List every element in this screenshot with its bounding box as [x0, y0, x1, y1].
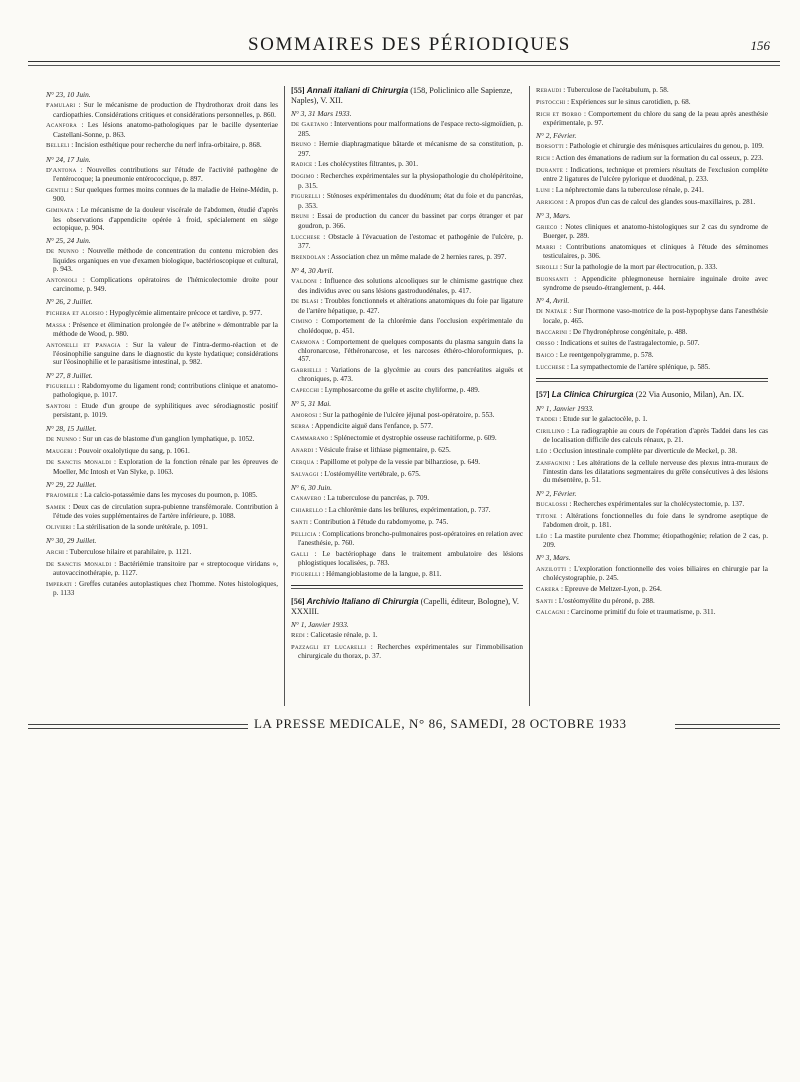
text-columns [46, 86, 768, 712]
article-entry [46, 247, 278, 273]
article-title: : Expériences sur le sinus carotidien, p. 68. [565, 97, 691, 106]
article-author: Bruno [291, 141, 312, 149]
footer-rule-right [675, 724, 780, 729]
article-author: Fichera et Aloisio [46, 309, 104, 317]
article-entry [536, 263, 768, 272]
column-divider [529, 86, 530, 706]
issue-heading: N° 28, 15 Juillet. [46, 423, 97, 433]
article-title: : Essai de production du cancer du bassinet par corps étranger et par goudron, p. 366. [298, 212, 523, 230]
article-author: Titone [536, 512, 557, 520]
article-author: D'Antona [46, 167, 77, 175]
article-title: : L'ostéomyélite du péroné, p. 288. [553, 596, 655, 605]
article-entry [291, 212, 523, 230]
article-title: : Notes cliniques et anatomo-histologiques sur 2 cas du syndrome de Buerger, p. 289. [543, 222, 768, 240]
article-author: Dogimo [291, 173, 315, 181]
article-entry [291, 631, 523, 640]
article-author: Baico [536, 352, 555, 360]
article-author: Cirillino [536, 427, 565, 435]
article-title: : Présence et élimination prolongée de l'« atébrine » démontrable par la méthode de Wood, p. 980. [53, 320, 278, 338]
article-title: : Etude sur le galactocèle, p. 1. [557, 415, 648, 424]
issue-heading: N° 3, Mars. [536, 211, 571, 221]
article-title: : Lymphosarcome du grêle et ascite chyliforme, p. 489. [319, 386, 480, 395]
article-title: : Sur la valeur de l'intra-dermo-réaction et de l'éosinophilie sanguine dans le diagnostic du kyste hydatique; considérations sur l'éosinophilie et le parasitisme intestinal, p. 982. [53, 340, 279, 367]
article-author: Figurelli [46, 382, 76, 390]
issue-heading: N° 27, 8 Juillet. [46, 370, 93, 380]
journal-name: La Clinica Chirurgica [551, 390, 634, 400]
article-author: Santori [46, 402, 71, 410]
article-entry [536, 339, 768, 348]
article-author: Léo [536, 447, 548, 455]
article-author: Frajomele [46, 492, 79, 500]
article-author: Massa [46, 321, 67, 329]
article-entry [291, 518, 523, 527]
article-author: Olivieri [46, 524, 72, 532]
article-entry [536, 243, 768, 261]
article-title: : Nouvelles contributions sur l'étude de l'activité pathogène de l'entérocoque; la pneumonie entérococcique, p. 897. [53, 166, 278, 184]
article-entry [46, 435, 278, 444]
article-entry [291, 506, 523, 515]
article-author: Chiarello [291, 506, 324, 514]
column-2 [291, 86, 523, 663]
article-title: : Indications, technique et premiers résultats de l'exclusion complète entre 2 ligatures de l'ulcère pylorique et duodénal, p. 233. [543, 166, 768, 184]
article-author: Rich et Borbo [536, 110, 582, 118]
article-author: De Gaetano [291, 121, 329, 129]
article-entry [291, 470, 523, 479]
article-title: : Deux cas de circulation supra-pubienne transfémorale. Contribution à l'étude des voies supplémentaires de l'artère inférieure, p. 1088. [53, 503, 278, 521]
article-entry [536, 198, 768, 207]
issue-heading: N° 3, Mars. [536, 553, 571, 563]
article-author: Giminata [46, 207, 74, 215]
article-author: Pazzagli et Lucarelli [291, 644, 367, 652]
article-author: Archi [46, 548, 65, 556]
issue-heading: N° 30, 29 Juillet. [46, 536, 97, 546]
article-title: : Rabdomyome du ligament rond; contributions clinique et anatomo-pathologique, p. 1017. [53, 381, 278, 400]
article-title: : Calicetasie rénale, p. 1. [304, 631, 378, 640]
article-entry [46, 458, 278, 476]
article-title: : Appendicite aiguë dans l'enfance, p. 577. [309, 422, 433, 431]
article-title: : Exploration de la fonction rénale par les épreuves de Moeller, Mc Intosh et Van Slyke, p. 1063. [53, 458, 278, 476]
issue-heading: N° 24, 17 Juin. [46, 154, 91, 164]
article-title: : Sur le mécanisme de production de l'hydrothorax droit dans les cardiopathies. Considérations critiques et considérations personnelles, p. 860. [53, 101, 278, 119]
article-title: : Le mécanisme de la douleur viscérale de l'abdomen, étudié d'après les observations d'appendicite opérée à froid, spécialement en siège ectopique, p. 904. [53, 206, 278, 232]
journal-heading [291, 86, 523, 105]
article-title: : La néphrectomie dans la tuberculose rénale, p. 241. [550, 186, 704, 195]
article-title: : Etude d'un groupe de syphilitiques avec sérodiagnostic positif persistant, p. 1019. [53, 401, 278, 420]
article-entry [46, 402, 278, 420]
article-author: Calcagni [536, 609, 566, 617]
article-entry [291, 253, 523, 262]
article-author: De Nunno [46, 248, 79, 256]
article-title: : Sur l'hormone vaso-motrice de la post-hypophyse dans l'anesthésie locale, p. 465. [543, 307, 769, 325]
article-entry [46, 523, 278, 532]
article-title: : Interventions pour malformations de l'espace recto-sigmoïdien, p. 285. [298, 120, 523, 138]
article-title: : Contribution à l'étude du rabdomyome, p. 745. [308, 517, 449, 526]
article-entry [46, 121, 278, 139]
article-entry [536, 110, 768, 128]
article-author: Buonsanti [536, 275, 569, 283]
article-author: De Sanctis Monaldi [46, 459, 112, 467]
article-title: : Influence des solutions alcooliques sur le chimisme gastrique chez des individus avec ou sans lésions gastroduodénales, p. 417. [298, 277, 523, 295]
article-title: : Tuberculose de l'acétabulum, p. 58. [561, 86, 669, 94]
article-entry [291, 446, 523, 455]
issue-heading: N° 3, 31 Mars 1933. [291, 109, 352, 118]
article-author: Imperati [46, 580, 72, 588]
article-entry [536, 415, 768, 424]
issue-heading: N° 4, 30 Avril. [291, 265, 334, 275]
article-author: Brendolan [291, 253, 326, 261]
article-author: Zanfagnini [536, 459, 571, 467]
article-title: : La sympathectomie de l'artère splénique, p. 585. [565, 362, 711, 371]
article-author: Valdoni [291, 278, 318, 286]
article-title: : Complications broncho-pulmonaires post-opératoires en relation avec l'anesthésie, p. 760. [298, 529, 523, 547]
article-title: : Obstacle à l'évacuation de l'estomac et pathogénie de l'ulcère, p. 377. [298, 232, 523, 250]
article-title: : Comportement du chlore du sang de la peau après anesthésie expérimentale, p. 97. [543, 109, 768, 127]
article-author: De Nunno [46, 435, 78, 443]
issue-heading: N° 4, Avril. [536, 296, 570, 306]
article-entry [291, 494, 523, 503]
article-title: : Recherches expérimentales sur la physiopathologie du cholépéritoine, p. 315. [298, 172, 523, 190]
article-author: Marri [536, 243, 556, 251]
article-entry [291, 434, 523, 443]
article-entry [291, 233, 523, 251]
article-entry [536, 351, 768, 360]
column-divider [284, 86, 285, 706]
article-author: Canavero [291, 495, 322, 503]
article-author: Santi [536, 597, 554, 605]
article-author: Antonioli [46, 276, 78, 284]
article-author: Cimino [291, 318, 313, 326]
issue-heading: N° 1, Janvier 1933. [536, 403, 594, 413]
article-title: : Hernie diaphragmatique bâtarde et mécanisme de sa constitution, p. 297. [298, 140, 523, 158]
article-author: Durante [536, 167, 564, 175]
article-entry [46, 503, 278, 521]
article-entry [46, 309, 278, 318]
article-author: Capecchi [291, 387, 320, 395]
article-author: Luni [536, 187, 551, 195]
article-entry [536, 447, 768, 456]
article-title: : De l'hydronéphrose congénitale, p. 488. [567, 327, 688, 336]
article-entry [536, 328, 768, 337]
article-entry [291, 366, 523, 384]
article-title: : Le bactériophage dans le traitement ambulatoire des lésions phlogistiques localisées, p. 783. [298, 549, 523, 567]
article-author: Lucchese [536, 363, 566, 371]
article-author: Bucalossi [536, 500, 568, 508]
article-entry [46, 186, 278, 204]
article-author: Redi [291, 632, 305, 640]
article-author: Bruni [291, 213, 310, 221]
article-title: : L'exploration fonctionnelle des voies biliaires en chirurgie par la cholécystographie, p. 245. [543, 564, 768, 582]
journal-details: (158, Policlinico alle Sapienze, Naples), V. XII. [291, 86, 513, 105]
article-author: De Sanctis Monaldi [46, 560, 112, 568]
article-entry [291, 160, 523, 169]
article-author: Samek [46, 504, 66, 512]
journal-heading [291, 597, 523, 616]
article-entry [291, 386, 523, 395]
article-entry [536, 86, 768, 95]
journal-details: (Capelli, éditeur, Bologne), V. XXXIII. [291, 597, 519, 616]
article-author: Antonelli et Panagia [46, 341, 121, 349]
article-entry [46, 206, 278, 232]
article-title: : La calcio-potassémie dans les mycoses du poumon, p. 1085. [78, 491, 258, 500]
article-title: : Sur quelques formes moins connues de la maladie de Heine-Médin, p. 900. [53, 186, 278, 204]
page-title: SOMMAIRES DES PÉRIODIQUES [248, 34, 571, 55]
article-entry [536, 608, 768, 617]
article-author: Figurelli [291, 193, 321, 201]
article-author: Gentili [46, 187, 69, 195]
article-title: : La chlorémie dans les brûlures, expérimentation, p. 737. [323, 505, 491, 514]
article-author: Galli [291, 550, 309, 558]
footer-rule-left [28, 724, 248, 729]
article-entry [46, 101, 278, 119]
article-entry [291, 192, 523, 210]
journal-separator [291, 585, 523, 589]
article-title: : Le reentgenpolygramme, p. 578. [554, 351, 654, 360]
article-title: : Pathologie et chirurgie des ménisques articulaires du genou, p. 109. [563, 142, 764, 151]
article-title: : La radiographie au cours de l'opération d'après Taddei dans les cas de localisation difficile des calculs rénaux, p. 21. [543, 426, 768, 445]
article-entry [46, 276, 278, 294]
page-footer [28, 716, 780, 736]
article-title: : Appendicite phlegmoneuse herniaire inguinale droite avec syndrome de pseudo-étranglement, p. 444. [543, 274, 768, 292]
article-title: : L'ostéomyélite vertébrale, p. 675. [318, 469, 421, 478]
header-rule-thin [28, 65, 780, 66]
article-author: Pistocchi [536, 98, 566, 106]
article-title: : Papillome et polype de la vessie par bilharziose, p. 649. [314, 457, 481, 466]
article-author: Anzilotti [536, 565, 567, 573]
article-author: Rebaudi [536, 87, 562, 94]
article-entry [536, 166, 768, 184]
issue-heading: N° 5, 31 Mai. [291, 399, 332, 409]
article-entry [46, 580, 278, 598]
article-title: : Action des émanations de radium sur la formation du cal osseux, p. 223. [550, 154, 764, 163]
article-title: : La stérilisation de la sonde urétérale, p. 1091. [71, 523, 208, 532]
article-author: Serra [291, 423, 310, 431]
article-entry [536, 512, 768, 530]
article-entry [536, 427, 768, 445]
article-author: Maugeri [46, 447, 73, 455]
article-entry [536, 186, 768, 195]
issue-heading: N° 25, 24 Juin. [46, 236, 91, 246]
article-title: : La tuberculose du pancréas, p. 709. [321, 494, 429, 503]
article-title: : Les altérations de la cellule nerveuse des plexus intra-muraux de l'intestin dans les dilatations segmentaires du grêle consécutives à des lésions du mésentère, p. 51. [543, 458, 768, 485]
article-title: : Les cholécystites filtrantes, p. 301. [312, 160, 419, 169]
article-entry [46, 141, 278, 150]
article-entry [291, 140, 523, 158]
journal-details: (22 Via Ausonio, Milan), An. IX. [633, 390, 744, 400]
issue-heading: N° 1, Janvier 1933. [291, 620, 349, 630]
article-author: Amorosi [291, 411, 318, 419]
article-author: Orsso [536, 340, 555, 348]
article-author: Carera [536, 585, 560, 593]
article-entry [536, 307, 768, 325]
article-author: Santi [291, 518, 309, 526]
article-title: : Contributions anatomiques et cliniques à l'étude des séminomes testiculaires, p. 306. [543, 242, 768, 260]
issue-heading: N° 2, Février. [536, 131, 577, 141]
journal-name: Archivio Italiano di Chirurgia [306, 597, 419, 607]
journal-heading [536, 390, 768, 400]
article-author: Belleli [46, 142, 70, 150]
journal-number: [57] [536, 390, 550, 400]
article-entry [536, 532, 768, 550]
article-author: Famulari [46, 102, 76, 110]
article-title: : Altérations fonctionnelles du foie dans le syndrome aseptique de l'abdomen droit, p. 181. [543, 511, 768, 529]
article-entry [291, 317, 523, 335]
article-author: Arrigoni [536, 198, 564, 206]
article-title: : La mastite purulente chez l'homme; étiopathogénie; relation de 2 cas, p. 209. [543, 531, 768, 550]
article-title: : Les lésions anatomo-pathologiques par le bacille dysenteriae Castellani-Sonne, p. 863. [53, 121, 278, 139]
article-entry [46, 560, 278, 578]
article-title: : Bactériémie transitoire par « streptocoque viridans », autovaccinothérapie, p. 1127. [53, 559, 278, 577]
article-title: : Indications et suites de l'astragalectomie, p. 507. [554, 339, 700, 348]
column-3 [536, 86, 768, 620]
article-title: : Greffes cutanées autoplastiques chez l'homme. Notes histologiques, p. 1133 [53, 579, 278, 597]
article-author: Anardi [291, 447, 314, 454]
article-author: Figurelli [291, 570, 321, 578]
article-author: Salvaggi [291, 470, 319, 478]
article-entry [291, 643, 523, 661]
article-title: : Complications opératoires de l'hémicolectomie droite pour carcinome, p. 949. [53, 275, 278, 294]
article-title: : Sur la pathologie de la mort par électrocution, p. 333. [558, 262, 718, 271]
column-1 [46, 86, 278, 600]
article-title: : Tuberculose hilaire et parahilaire, p. 1121. [64, 547, 192, 556]
issue-heading: N° 29, 22 Juillet. [46, 479, 97, 489]
article-entry [291, 120, 523, 138]
article-entry [46, 321, 278, 339]
article-title: : Nouvelle méthode de concentration du contenu microbien des liquides organiques en vue d'examen biologique, bactérioscopique et cultural, p. 943. [53, 247, 278, 274]
article-entry [536, 223, 768, 241]
article-author: Borsotti [536, 143, 564, 151]
article-author: Léo [536, 532, 548, 540]
article-author: Di Natale [536, 308, 568, 316]
article-title: : Carcinome primitif du foie et traumatisme, p. 311. [565, 608, 716, 617]
article-title: : Comportement de la chlorémie dans l'occlusion expérimentale du cholédoque, p. 451. [298, 317, 523, 335]
article-entry [536, 459, 768, 485]
article-title: : Association chez un même malade de 2 hernies rares, p. 397. [325, 252, 507, 261]
article-author: Taddei [536, 416, 558, 424]
article-title: : Recherches expérimentales sur la cholécystectomie, p. 137. [567, 499, 745, 508]
article-title: : Sur la pathogénie de l'ulcère jéjunal post-opératoire, p. 553. [317, 410, 495, 419]
issue-heading: N° 26, 2 Juillet. [46, 297, 93, 307]
article-entry [291, 422, 523, 431]
page-header [28, 32, 780, 70]
article-author: Acanfora [46, 122, 78, 130]
journal-name: Annali italiani di Chirurgia [306, 86, 409, 95]
article-title: : Pouvoir oxalolytique du sang, p. 1061. [72, 446, 190, 455]
article-title: : Hypoglycémie alimentaire précoce et tardive, p. 977. [103, 308, 263, 317]
issue-heading: N° 23, 10 Juin. [46, 90, 91, 99]
article-author: Sirolli [536, 263, 559, 271]
article-author: Pellicia [291, 530, 317, 538]
article-entry [536, 275, 768, 293]
article-title: : Troubles fonctionnels et altérations anatomiques du foie par ligature de l'artère hépatique, p. 427. [298, 297, 524, 315]
article-author: Cammarano [291, 435, 329, 443]
article-title: : Epreuve de Meltzer-Lyon, p. 264. [559, 584, 662, 593]
article-entry [536, 585, 768, 594]
article-entry [291, 277, 523, 295]
issue-heading: N° 6, 30 Juin. [291, 482, 332, 492]
article-entry [291, 297, 523, 315]
article-title: : Variations de la glycémie au cours des pancréatites aiguës et chroniques, p. 473. [298, 365, 523, 384]
article-entry [536, 565, 768, 583]
article-entry [536, 142, 768, 151]
article-entry [46, 491, 278, 500]
article-title: : Incision esthétique pour recherche du nerf infra-orbitaire, p. 868. [69, 141, 262, 150]
article-author: Radice [291, 161, 313, 169]
header-rule [28, 61, 780, 62]
article-title: : Sténoses expérimentales du duodénum; état du foie et du pancréas, p. 353. [298, 192, 523, 210]
article-author: Grieco [536, 223, 558, 231]
article-entry [291, 530, 523, 548]
article-entry [536, 500, 768, 509]
article-author: Carmona [291, 338, 320, 346]
article-author: De Blasi [291, 298, 319, 306]
journal-number: [56] [291, 597, 305, 607]
article-entry [536, 597, 768, 606]
article-author: Rich [536, 155, 551, 163]
article-author: Baccarini [536, 328, 568, 336]
article-title: : Comportement de quelques composants du plasma sanguin dans la chloronarcose, l'éthéronarcose, et les narcoses éthéro-chloroformiques, p. 457. [298, 337, 523, 364]
article-entry [536, 154, 768, 163]
article-author: Cerqua [291, 458, 315, 466]
article-entry [291, 338, 523, 364]
article-entry [291, 411, 523, 420]
article-entry [291, 172, 523, 190]
article-entry [291, 458, 523, 467]
article-entry [46, 382, 278, 400]
journal-separator [536, 378, 768, 382]
footer-text: LA PRESSE MEDICALE, N° 86, SAMEDI, 28 OCTOBRE 1933 [254, 716, 627, 731]
article-title: : Sur un cas de blastome d'un ganglion lymphatique, p. 1052. [77, 434, 255, 443]
article-author: Lucchese [291, 233, 321, 241]
article-title: : Vésicule fraise et lithiase pigmentaire, p. 625. [313, 446, 451, 454]
article-entry [46, 166, 278, 184]
article-author: Gabrielli [291, 366, 322, 374]
page-number: 156 [750, 38, 770, 53]
issue-heading: N° 2, Février. [536, 488, 577, 498]
article-entry [291, 550, 523, 568]
journal-number: [55] [291, 86, 305, 95]
article-entry [536, 98, 768, 107]
article-entry [536, 363, 768, 372]
article-title: : Recherches expérimentales sur l'immobilisation chirurgicale du thorax, p. 37. [298, 643, 523, 661]
article-entry [46, 341, 278, 367]
article-title: : A propos d'un cas de calcul des glandes sous-maxillaires, p. 281. [564, 197, 756, 206]
article-entry [46, 447, 278, 456]
article-entry [46, 548, 278, 557]
article-title: : Splénectomie et dystrophie osseuse rachitiforme, p. 609. [328, 434, 497, 443]
article-title: : Hémangioblastome de la langue, p. 811. [320, 569, 442, 578]
article-title: : Occlusion intestinale complète par diverticule de Meckel, p. 38. [547, 446, 738, 455]
article-entry [291, 570, 523, 579]
